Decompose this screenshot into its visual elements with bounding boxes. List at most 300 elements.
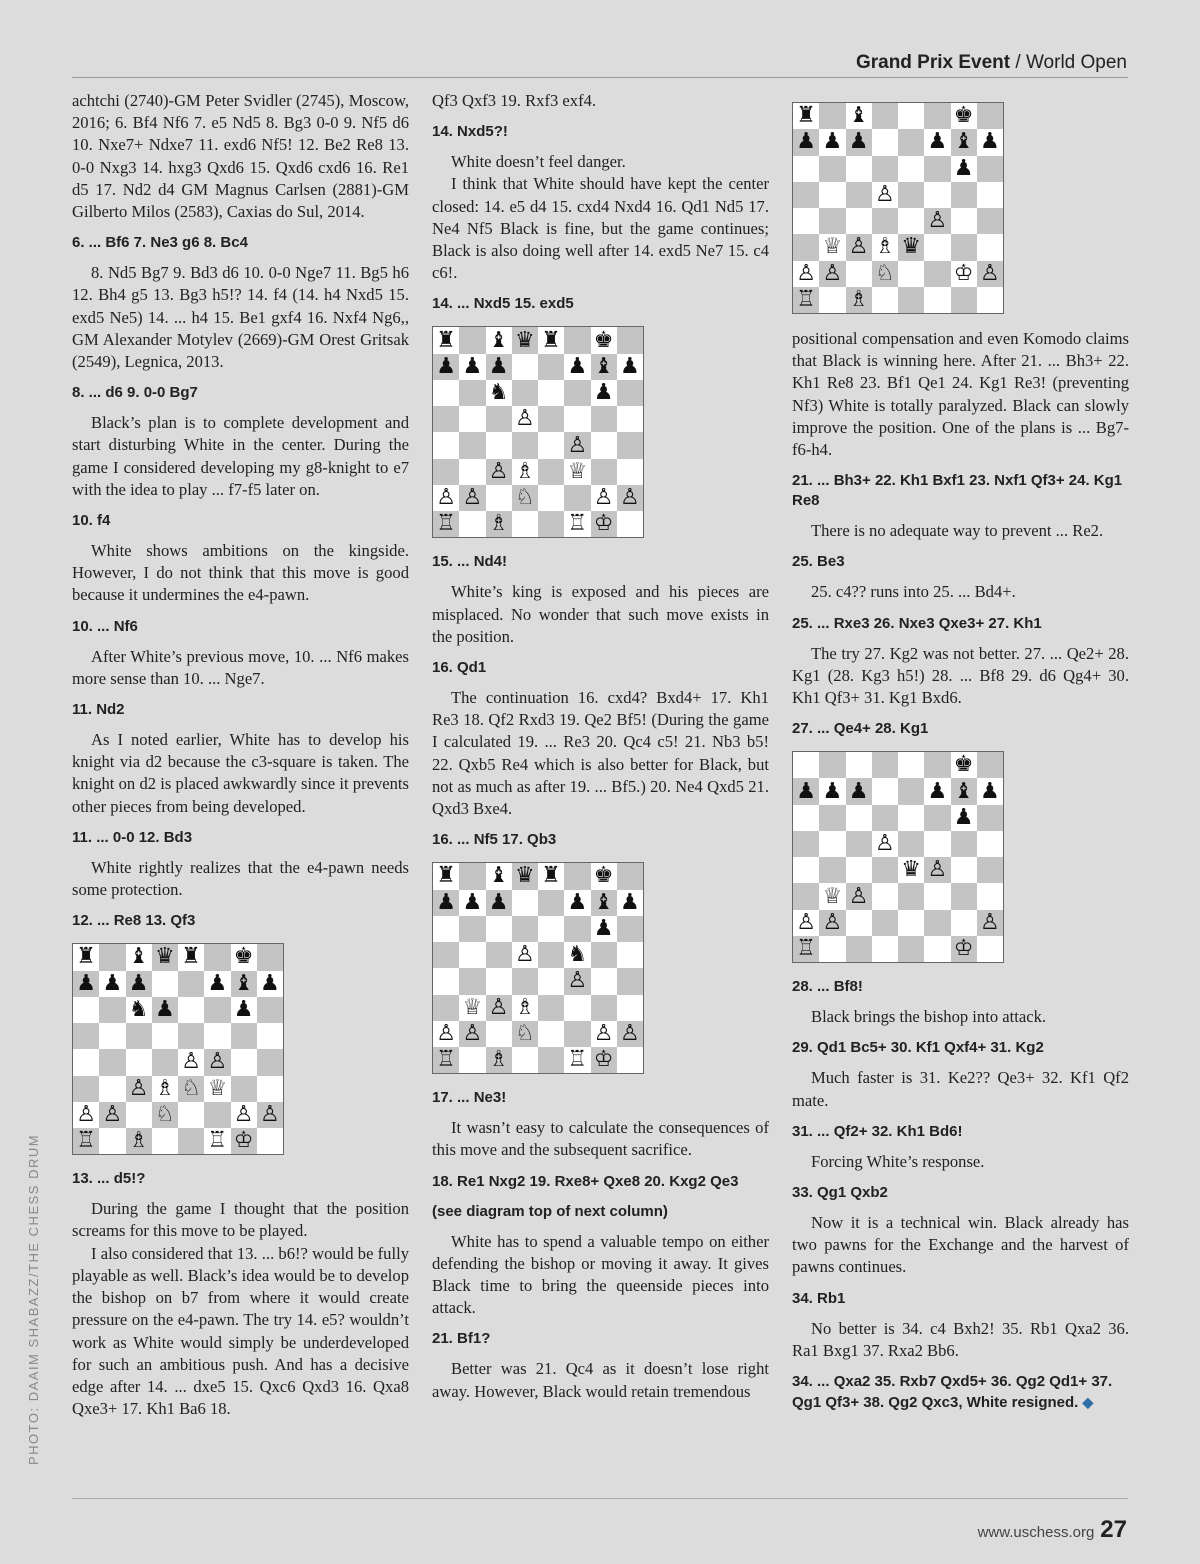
move-heading: [432, 1172, 769, 1192]
move-heading: [72, 911, 409, 931]
board-square: [924, 103, 950, 129]
text: 12. ... Re8 13. Qf3: [72, 912, 196, 930]
body-paragraph: [792, 1151, 1129, 1173]
board-square: [977, 156, 1003, 182]
header-separator: /: [1010, 52, 1026, 73]
black-pawn-icon: ♟: [977, 129, 1003, 155]
black-pawn-icon: ♟: [486, 354, 512, 380]
footer-url: www.uschess.org: [977, 1524, 1095, 1541]
text: 28. ... Bf8!: [792, 978, 863, 996]
board-square: [99, 1128, 125, 1154]
board-square: [257, 1128, 283, 1154]
board-square: [898, 883, 924, 909]
text: No better is 34. c4 Bxh2! 35. Rb1 Qxa2 36. Ra1 Bxg1 37. Rxa2 Bb6.: [792, 1318, 1129, 1360]
board-square: [257, 997, 283, 1023]
board-square: [819, 287, 845, 313]
board-square: [819, 208, 845, 234]
body-paragraph: [72, 1243, 409, 1421]
text: White’s king is exposed and his pieces are misplaced. No wonder that such move exists in the position.: [432, 582, 769, 646]
text: 33. Qg1 Qxb2: [792, 1184, 888, 1202]
board-square: [178, 1023, 204, 1049]
text: 21. ... Bh3+ 22. Kh1 Bxf1 23. Nxf1 Qf3+ 24. Kg1 Re8: [792, 472, 1123, 510]
black-bishop-icon: ♝: [846, 103, 872, 129]
body-paragraph: [792, 1006, 1129, 1028]
move-heading: [792, 1122, 1129, 1142]
board-square: [257, 944, 283, 970]
body-paragraph: [72, 729, 409, 818]
board-square: [872, 208, 898, 234]
board-square: [977, 234, 1003, 260]
board-square: [538, 485, 564, 511]
board-square: [951, 910, 977, 936]
move-heading: [72, 617, 409, 637]
board-square: [564, 327, 590, 353]
black-pawn-icon: ♟: [99, 971, 125, 997]
board-square: [872, 936, 898, 962]
board-square: [846, 936, 872, 962]
board-square: [231, 1023, 257, 1049]
board-square: [872, 883, 898, 909]
board-square: [591, 942, 617, 968]
board-square: [257, 1049, 283, 1075]
black-pawn-icon: ♟: [977, 778, 1003, 804]
white-rook-icon: ♖: [204, 1128, 230, 1154]
black-rook-icon: ♜: [73, 944, 99, 970]
move-heading: [432, 830, 769, 850]
black-pawn-icon: ♟: [459, 354, 485, 380]
board-square: [538, 1021, 564, 1047]
text: 34. Rb1: [792, 1289, 846, 1307]
board-square: [819, 156, 845, 182]
board-square: [924, 182, 950, 208]
board-square: [433, 968, 459, 994]
board-square: [898, 910, 924, 936]
board-square: [898, 936, 924, 962]
white-pawn-icon: ♙: [178, 1049, 204, 1075]
board-square: [459, 380, 485, 406]
board-square: [231, 1049, 257, 1075]
black-rook-icon: ♜: [538, 327, 564, 353]
board-square: [846, 208, 872, 234]
column-3: [792, 90, 1129, 1422]
black-pawn-icon: ♟: [564, 354, 590, 380]
white-pawn-icon: ♙: [486, 995, 512, 1021]
board-square: [977, 752, 1003, 778]
board-square: [257, 1023, 283, 1049]
board-square: [591, 432, 617, 458]
board-square: [459, 968, 485, 994]
text: Black brings the bishop into attack.: [811, 1007, 1047, 1027]
board-square: [951, 883, 977, 909]
black-rook-icon: ♜: [433, 327, 459, 353]
header-event: Grand Prix Event: [855, 52, 1011, 73]
board-square: [924, 287, 950, 313]
black-rook-icon: ♜: [538, 863, 564, 889]
white-king-icon: ♔: [951, 936, 977, 962]
board-square: [819, 831, 845, 857]
board-square: [951, 831, 977, 857]
board-square: [512, 511, 538, 537]
board-square: [99, 944, 125, 970]
board-square: [204, 997, 230, 1023]
black-bishop-icon: ♝: [126, 944, 152, 970]
white-pawn-icon: ♙: [924, 208, 950, 234]
text: 25. Be3: [792, 553, 845, 571]
move-heading: [792, 471, 1129, 511]
white-rook-icon: ♖: [73, 1128, 99, 1154]
board-square: [617, 1047, 643, 1073]
black-pawn-icon: ♟: [793, 778, 819, 804]
text: 34. ... Qxa2 35. Rxb7 Qxd5+ 36. Qg2 Qd1+ 37. Qg1 Qf3+ 38. Qg2 Qxc3, White resigned.: [792, 1373, 1113, 1412]
body-paragraph: [792, 1212, 1129, 1279]
board-square: [459, 432, 485, 458]
white-bishop-icon: ♗: [512, 459, 538, 485]
board-square: [512, 968, 538, 994]
black-pawn-icon: ♟: [846, 129, 872, 155]
running-header: [856, 52, 1127, 74]
board-square: [924, 261, 950, 287]
text: The continuation 16. cxd4? Bxd4+ 17. Kh1 Re3 18. Qf2 Rxd3 19. Qe2 Bf5! (During the game I calculated 19. ... Re3 20. Qc4 c5! 21. Nb3 b5! 22. Qxb5 Re4 which is also better for Black, but not as much as after 19. ... Bf5.) 20. Ne4 Qxd5 21. Qxd3 Bxe4.: [432, 688, 769, 819]
black-bishop-icon: ♝: [486, 863, 512, 889]
text: 31. ... Qf2+ 32. Kh1 Bd6!: [792, 1122, 963, 1140]
text: 14. Nxd5?!: [432, 123, 508, 141]
board-square: [977, 883, 1003, 909]
white-pawn-icon: ♙: [846, 234, 872, 260]
board-square: [459, 942, 485, 968]
text: White doesn’t feel danger.: [451, 152, 626, 172]
board-square: [872, 778, 898, 804]
board-square: [819, 182, 845, 208]
white-pawn-icon: ♙: [977, 261, 1003, 287]
board-square: [564, 916, 590, 942]
chess-diagram: [432, 862, 644, 1074]
board-square: [617, 968, 643, 994]
white-pawn-icon: ♙: [73, 1102, 99, 1128]
board-square: [846, 910, 872, 936]
board-square: [433, 995, 459, 1021]
board-square: [512, 354, 538, 380]
white-bishop-icon: ♗: [126, 1128, 152, 1154]
black-pawn-icon: ♟: [257, 971, 283, 997]
board-square: [793, 883, 819, 909]
white-knight-icon: ♘: [178, 1076, 204, 1102]
text: positional compensation and even Komodo claims that Black is winning here. After 21. ... Bh3+ 22. Kh1 Re8 23. Bf1 Qe1 24. Kg1 Re3! (preventing Nf3) White is totally paralyzed. Black can slowly improve the position. One of the plans is ... Bg7-f6-h4.: [792, 329, 1129, 460]
white-pawn-icon: ♙: [819, 261, 845, 287]
board-square: [872, 752, 898, 778]
board-square: [617, 327, 643, 353]
end-mark-icon: ◆: [1082, 1394, 1094, 1411]
board-square: [977, 831, 1003, 857]
move-heading: [72, 233, 409, 253]
board-square: [793, 831, 819, 857]
white-king-icon: ♔: [231, 1128, 257, 1154]
move-heading: [792, 719, 1129, 739]
board-square: [819, 857, 845, 883]
white-queen-icon: ♕: [204, 1076, 230, 1102]
text: Qf3 Qxf3 19. Rxf3 exf4.: [432, 91, 597, 110]
white-knight-icon: ♘: [512, 485, 538, 511]
board-square: [538, 916, 564, 942]
board-square: [793, 857, 819, 883]
body-paragraph: [72, 90, 409, 223]
black-knight-icon: ♞: [486, 380, 512, 406]
board-square: [872, 910, 898, 936]
black-pawn-icon: ♟: [819, 129, 845, 155]
text: 16. ... Nf5 17. Qb3: [432, 831, 557, 849]
board-square: [793, 805, 819, 831]
move-heading: [72, 700, 409, 720]
board-square: [126, 1023, 152, 1049]
black-pawn-icon: ♟: [617, 890, 643, 916]
board-square: [152, 1023, 178, 1049]
board-square: [152, 971, 178, 997]
text: White has to spend a valuable tempo on either defending the bishop or moving it away. It gives Black time to bring the queenside pieces into attack.: [432, 1231, 769, 1318]
board-square: [99, 1049, 125, 1075]
board-square: [538, 890, 564, 916]
white-bishop-icon: ♗: [512, 995, 538, 1021]
board-square: [231, 1076, 257, 1102]
board-square: [512, 432, 538, 458]
body-paragraph: [792, 1067, 1129, 1111]
black-pawn-icon: ♟: [819, 778, 845, 804]
board-square: [486, 916, 512, 942]
board-square: [977, 936, 1003, 962]
board-square: [617, 459, 643, 485]
white-queen-icon: ♕: [819, 234, 845, 260]
black-pawn-icon: ♟: [924, 778, 950, 804]
board-square: [819, 805, 845, 831]
move-heading: [72, 511, 409, 531]
board-square: [951, 857, 977, 883]
board-square: [977, 805, 1003, 831]
body-paragraph: [792, 328, 1129, 461]
board-square: [564, 995, 590, 1021]
text: (see diagram top of next column): [432, 1202, 668, 1220]
black-bishop-icon: ♝: [591, 890, 617, 916]
board-square: [459, 1047, 485, 1073]
board-square: [538, 968, 564, 994]
move-heading: [72, 828, 409, 848]
body-paragraph: [432, 173, 769, 284]
board-square: [617, 942, 643, 968]
board-square: [204, 1102, 230, 1128]
board-square: [538, 432, 564, 458]
black-pawn-icon: ♟: [231, 997, 257, 1023]
board-square: [924, 752, 950, 778]
black-pawn-icon: ♟: [433, 890, 459, 916]
body-paragraph: [72, 540, 409, 607]
white-pawn-icon: ♙: [846, 883, 872, 909]
body-paragraph: [72, 412, 409, 501]
black-king-icon: ♚: [951, 752, 977, 778]
board-square: [846, 857, 872, 883]
board-square: [73, 1049, 99, 1075]
body-paragraph: [432, 687, 769, 820]
black-pawn-icon: ♟: [73, 971, 99, 997]
black-pawn-icon: ♟: [152, 997, 178, 1023]
text: 21. Bf1?: [432, 1330, 491, 1348]
text: 8. ... d6 9. 0-0 Bg7: [72, 384, 198, 402]
board-square: [538, 354, 564, 380]
board-square: [951, 234, 977, 260]
black-bishop-icon: ♝: [591, 354, 617, 380]
body-paragraph: [432, 90, 769, 112]
move-heading: [792, 1183, 1129, 1203]
black-king-icon: ♚: [591, 327, 617, 353]
white-pawn-icon: ♙: [512, 406, 538, 432]
black-pawn-icon: ♟: [433, 354, 459, 380]
body-paragraph: [72, 1198, 409, 1242]
white-queen-icon: ♕: [819, 883, 845, 909]
black-pawn-icon: ♟: [591, 380, 617, 406]
black-pawn-icon: ♟: [793, 129, 819, 155]
board-square: [459, 511, 485, 537]
board-square: [486, 942, 512, 968]
board-square: [512, 380, 538, 406]
board-square: [204, 944, 230, 970]
white-pawn-icon: ♙: [433, 485, 459, 511]
board-square: [617, 380, 643, 406]
white-pawn-icon: ♙: [512, 942, 538, 968]
board-square: [898, 831, 924, 857]
black-king-icon: ♚: [231, 944, 257, 970]
footer-rule: [72, 1498, 1128, 1499]
board-square: [977, 208, 1003, 234]
board-square: [793, 182, 819, 208]
board-square: [433, 459, 459, 485]
white-rook-icon: ♖: [793, 936, 819, 962]
board-square: [793, 752, 819, 778]
board-square: [538, 1047, 564, 1073]
board-square: [486, 1021, 512, 1047]
white-knight-icon: ♘: [872, 261, 898, 287]
board-square: [433, 432, 459, 458]
white-rook-icon: ♖: [564, 1047, 590, 1073]
body-paragraph: [72, 857, 409, 901]
board-square: [433, 942, 459, 968]
white-pawn-icon: ♙: [617, 485, 643, 511]
body-paragraph: [72, 262, 409, 373]
move-heading: [792, 1038, 1129, 1058]
white-knight-icon: ♘: [152, 1102, 178, 1128]
white-queen-icon: ♕: [564, 459, 590, 485]
white-queen-icon: ♕: [459, 995, 485, 1021]
board-square: [564, 485, 590, 511]
board-square: [898, 778, 924, 804]
white-king-icon: ♔: [951, 261, 977, 287]
text: I think that White should have kept the center closed: 14. e5 d4 15. cxd4 Nxd4 16. Qd1 Nd5 17. Ne4 Nf5 Black is fine, but the game continues; Black is also doing well after 14. exd5 Ne7 15. c4 c6!.: [432, 174, 769, 283]
white-pawn-icon: ♙: [591, 485, 617, 511]
board-square: [73, 1076, 99, 1102]
board-square: [924, 831, 950, 857]
board-square: [846, 752, 872, 778]
chess-diagram: [792, 102, 1004, 314]
board-square: [898, 805, 924, 831]
board-square: [591, 995, 617, 1021]
white-pawn-icon: ♙: [459, 485, 485, 511]
board-square: [538, 942, 564, 968]
board-square: [977, 103, 1003, 129]
header-section: World Open: [1025, 52, 1127, 73]
board-square: [898, 752, 924, 778]
board-square: [846, 261, 872, 287]
board-square: [257, 1076, 283, 1102]
board-square: [459, 916, 485, 942]
black-knight-icon: ♞: [564, 942, 590, 968]
board-square: [924, 805, 950, 831]
board-square: [538, 406, 564, 432]
body-paragraph: [432, 151, 769, 173]
white-bishop-icon: ♗: [846, 287, 872, 313]
black-pawn-icon: ♟: [617, 354, 643, 380]
text: As I noted earlier, White has to develop his knight via d2 because the c3-square is taken. The knight on d2 is placed awkwardly since it prevents other pieces from being developed.: [72, 730, 409, 816]
board-square: [617, 995, 643, 1021]
body-paragraph: [432, 581, 769, 648]
board-square: [872, 129, 898, 155]
board-square: [564, 863, 590, 889]
board-square: [872, 287, 898, 313]
board-square: [538, 511, 564, 537]
header-rule: [72, 77, 1128, 78]
black-pawn-icon: ♟: [126, 971, 152, 997]
board-square: [951, 182, 977, 208]
board-square: [819, 936, 845, 962]
board-square: [486, 406, 512, 432]
white-pawn-icon: ♙: [99, 1102, 125, 1128]
black-pawn-icon: ♟: [486, 890, 512, 916]
text: 8. Nd5 Bg7 9. Bd3 d6 10. 0-0 Nge7 11. Bg5 h6 12. Bh4 g5 13. Bg3 h5!? 14. f4 (14. h4 Nxd5 15. exd5 Ne5) 14. ... h4 15. Be1 gxf4 16. Nxf4 Ng6,, GM Alexander Motylev (2669)-GM Orest Gritsak (2549), Legnica, 2013.: [72, 263, 409, 372]
text: 11. ... 0-0 12. Bd3: [72, 828, 193, 846]
white-rook-icon: ♖: [564, 511, 590, 537]
board-square: [846, 156, 872, 182]
photo-credit: PHOTO: DAAIM SHABAZZ/THE CHESS DRUM: [26, 1133, 41, 1465]
board-square: [433, 406, 459, 432]
move-heading: [792, 552, 1129, 572]
white-pawn-icon: ♙: [793, 261, 819, 287]
text: 6. ... Bf6 7. Ne3 g6 8. Bc4: [72, 234, 248, 252]
text: It wasn’t easy to calculate the consequences of this move and the subsequent sacrifice.: [432, 1118, 769, 1160]
text: Now it is a technical win. Black already has two pawns for the Exchange and the harvest of pawns continues.: [792, 1213, 1129, 1277]
chess-diagram: [792, 751, 1004, 963]
black-rook-icon: ♜: [793, 103, 819, 129]
white-bishop-icon: ♗: [486, 1047, 512, 1073]
board-square: [486, 485, 512, 511]
page-footer: [978, 1516, 1127, 1544]
text: 13. ... d5!?: [72, 1170, 146, 1188]
board-square: [819, 752, 845, 778]
black-king-icon: ♚: [591, 863, 617, 889]
text: Black’s plan is to complete development and start disturbing White in the center. During the game I considered developing my g8-knight to e7 with the idea to play ... f7-f5 later on.: [72, 413, 409, 499]
text: 27. ... Qe4+ 28. Kg1: [792, 720, 929, 738]
white-pawn-icon: ♙: [977, 910, 1003, 936]
board-square: [898, 261, 924, 287]
chess-diagram: [432, 326, 644, 538]
text: Better was 21. Qc4 as it doesn’t lose right away. However, Black would retain tremendous: [432, 1359, 769, 1401]
white-pawn-icon: ♙: [433, 1021, 459, 1047]
body-paragraph: [432, 1231, 769, 1320]
move-heading: [72, 1169, 409, 1189]
white-pawn-icon: ♙: [486, 459, 512, 485]
board-square: [924, 234, 950, 260]
board-square: [486, 968, 512, 994]
board-square: [512, 890, 538, 916]
white-bishop-icon: ♗: [486, 511, 512, 537]
board-square: [977, 182, 1003, 208]
board-square: [591, 459, 617, 485]
black-rook-icon: ♜: [433, 863, 459, 889]
board-square: [538, 995, 564, 1021]
white-pawn-icon: ♙: [617, 1021, 643, 1047]
